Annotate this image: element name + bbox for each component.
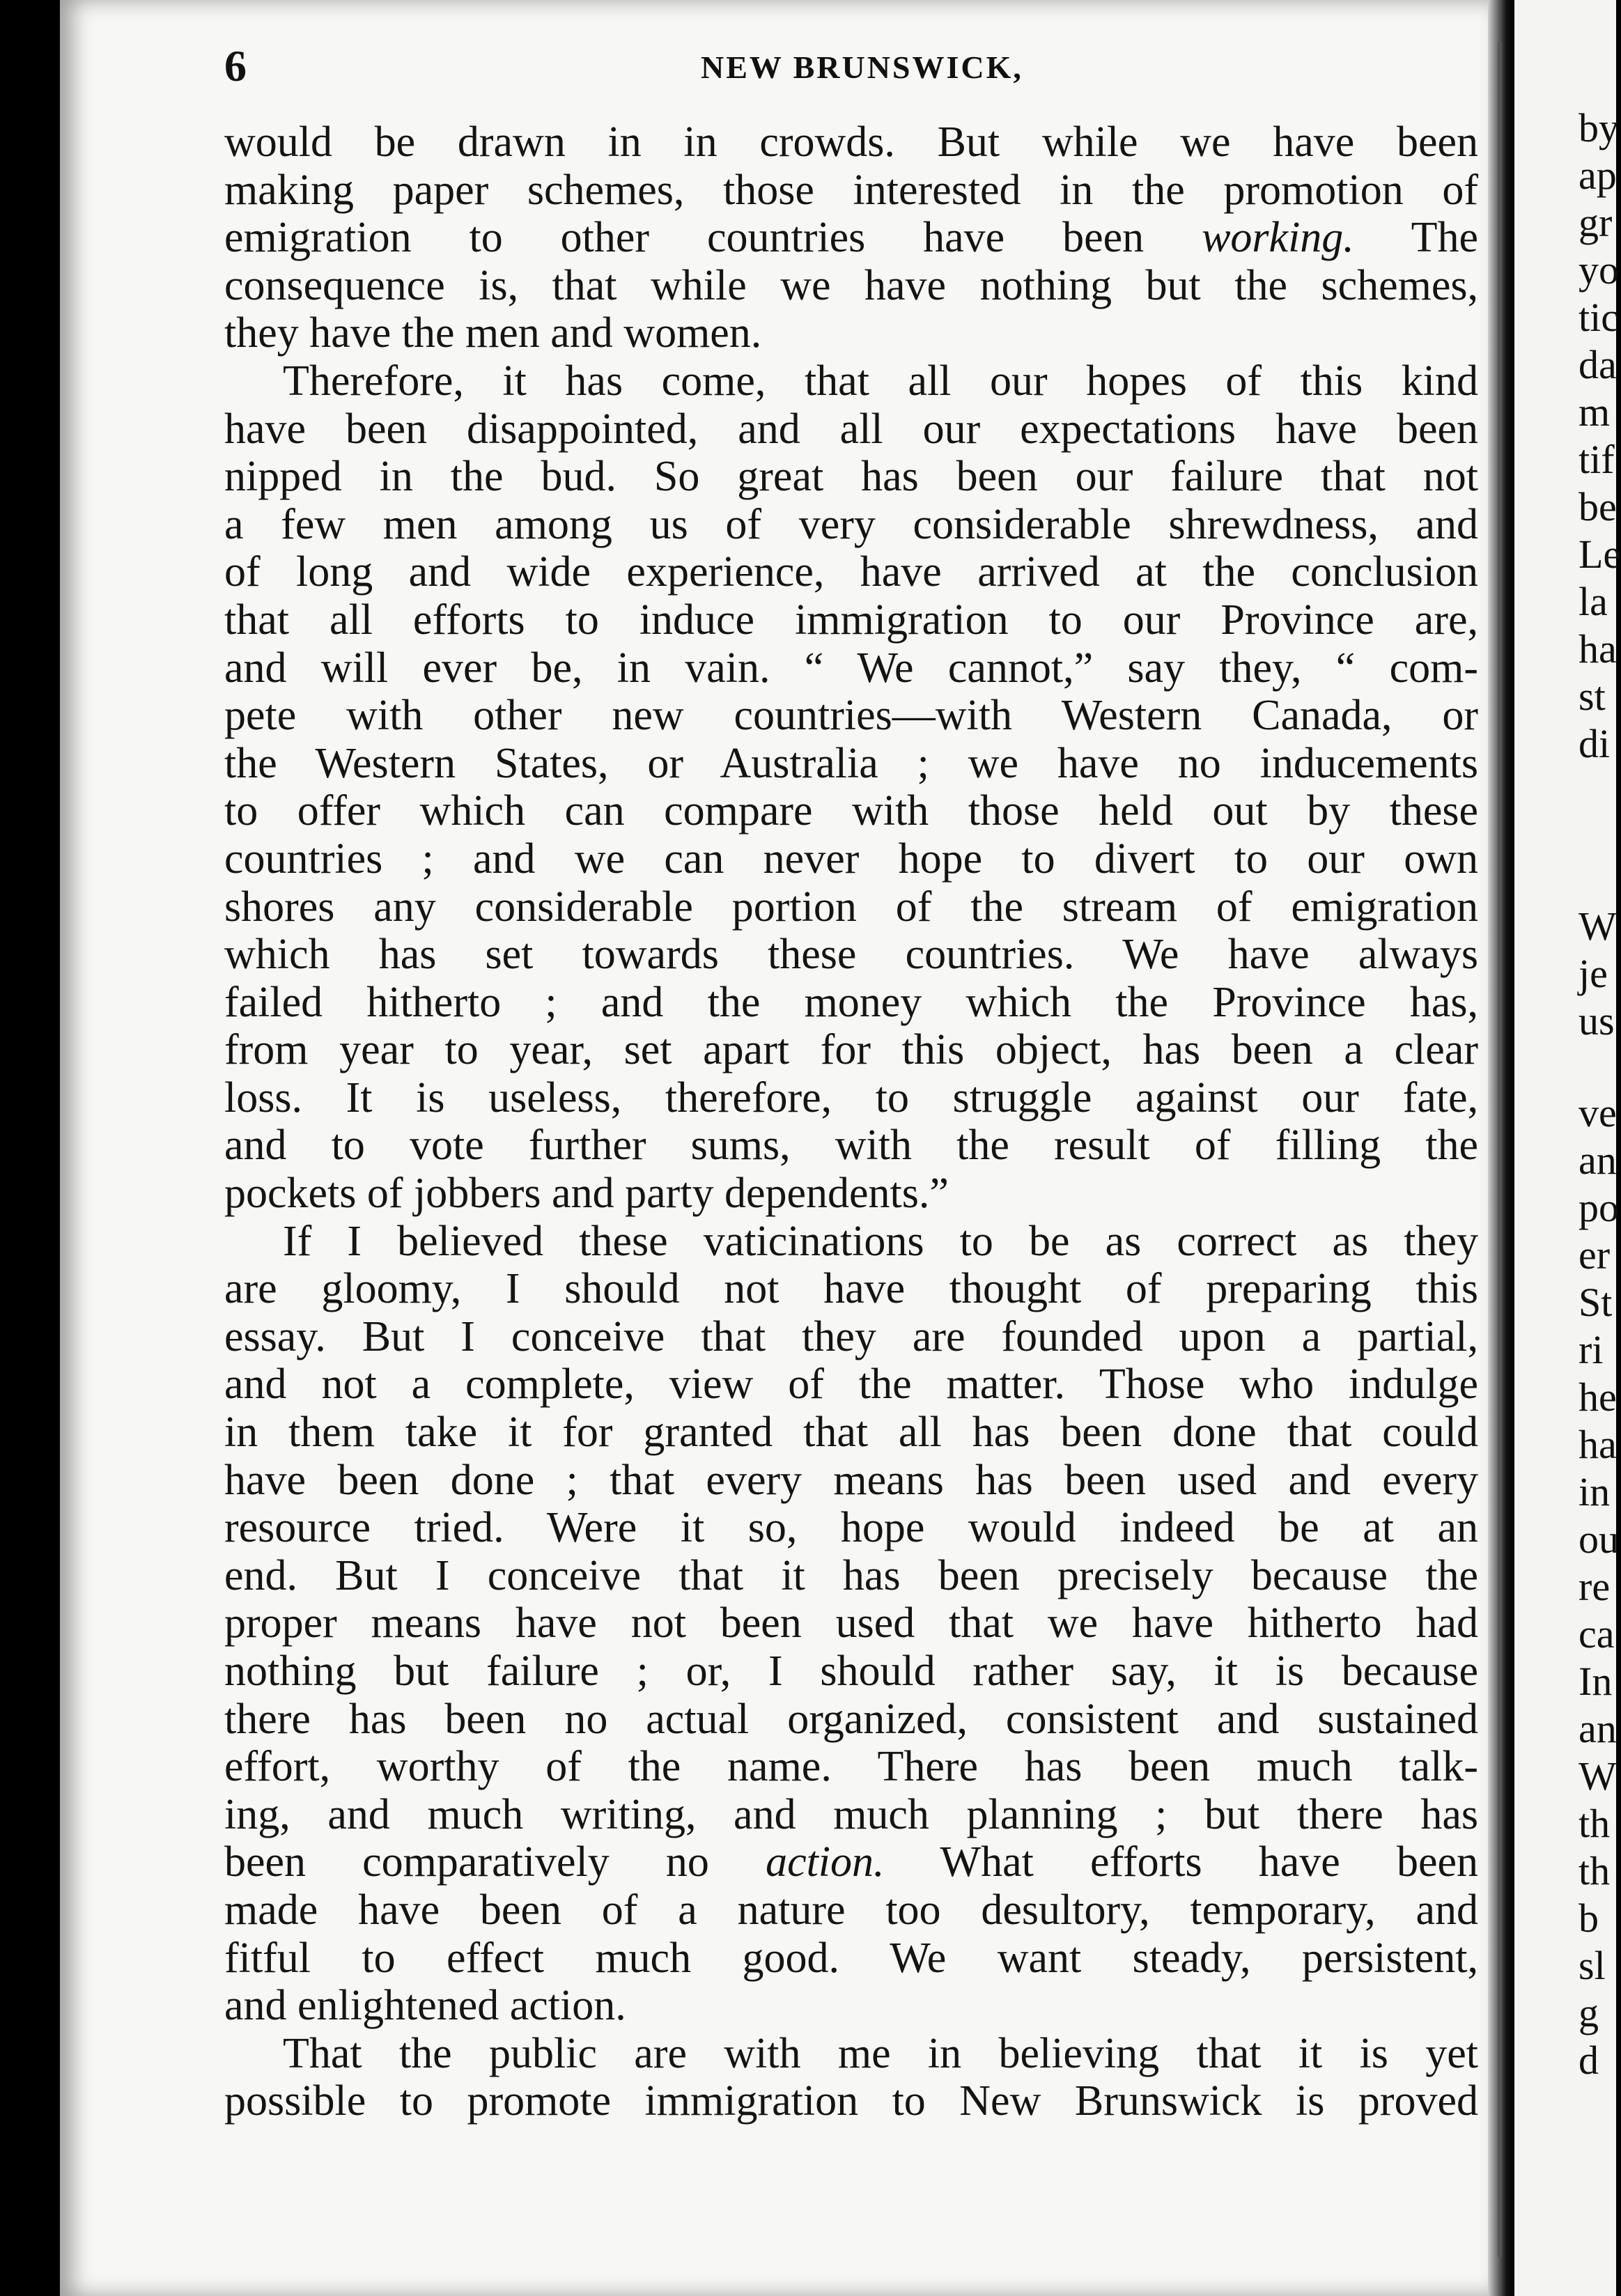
text-line: shores any considerable portion of the stream of emigration: [224, 883, 1478, 931]
text-line: and not a complete, view of the matter. Those who indulge: [224, 1360, 1478, 1409]
facing-page-fragment: po: [1579, 1185, 1619, 1230]
text-line: fitful to effect much good. We want steady, persistent,: [224, 1934, 1478, 1982]
text-line: the Western States, or Australia ; we have no inducements: [224, 739, 1478, 787]
facing-page-fragment: tif: [1579, 437, 1615, 482]
italic-word: action.: [766, 1838, 885, 1886]
text-line: proper means have not been used that we have hitherto had: [224, 1599, 1478, 1647]
text-line-part: emigration to other countries have been: [224, 214, 1202, 262]
text-line: there has been no actual organized, consistent and sustained: [224, 1695, 1478, 1743]
left-gutter: [0, 0, 60, 2296]
text-line: have been disappointed, and all our expectations have been: [224, 405, 1478, 453]
text-line: they have the men and women.: [224, 309, 762, 357]
text-line: are gloomy, I should not have thought of preparing this: [224, 1265, 1478, 1313]
facing-page-fragment: W: [1579, 1753, 1617, 1799]
text-line: ing, and much writing, and much planning ; but there has: [224, 1790, 1478, 1838]
facing-page-fragment: ha: [1579, 626, 1617, 672]
text-line: making paper schemes, those interested in the promotion of: [224, 166, 1478, 214]
facing-page-fragment: da: [1579, 342, 1617, 387]
text-line: which has set towards these countries. We have always: [224, 931, 1478, 979]
text-line: would be drawn in in crowds. But while we have been: [224, 118, 1478, 166]
facing-page-fragment: ve: [1579, 1090, 1617, 1135]
facing-page-fragment: ri: [1579, 1327, 1604, 1372]
text-line: from year to year, set apart for this object, has been a clear: [224, 1026, 1478, 1074]
text-line: consequence is, that while we have nothing but the schemes,: [224, 261, 1478, 309]
facing-page-fragment: he: [1579, 1374, 1617, 1420]
facing-page-fragment: la: [1579, 579, 1608, 624]
text-line: that all efforts to induce immigration to our Province are,: [224, 596, 1478, 644]
facing-page-fragment: ap: [1579, 153, 1617, 198]
text-line: possible to promote immigration to New Brunswick is proved: [224, 2077, 1478, 2125]
book-spine: [1498, 42, 1502, 2257]
facing-page-fragment: in: [1579, 1469, 1611, 1514]
facing-page-fragment: sl: [1579, 1943, 1606, 1988]
facing-page-fragment: je: [1579, 951, 1608, 996]
facing-page-fragment: ha: [1579, 1422, 1617, 1467]
text-line: end. But I conceive that it has been precisely because the: [224, 1551, 1478, 1599]
text-line: and will ever be, in vain. “ We cannot,” say they, “ com-: [224, 644, 1478, 692]
text-line: and to vote further sums, with the result of filling the: [224, 1122, 1478, 1170]
paragraph-start-line: If I believed these vaticinations to be as correct as they: [283, 1217, 1478, 1265]
facing-page-fragment: an: [1579, 1138, 1617, 1183]
running-head: NEW BRUNSWICK,: [701, 49, 1023, 85]
paragraph-start-line: Therefore, it has come, that all our hopes of this kind: [283, 357, 1478, 405]
facing-page-fragment: In: [1579, 1659, 1613, 1704]
facing-page-fragment: er: [1579, 1232, 1611, 1278]
facing-page-fragment: st: [1579, 674, 1606, 719]
text-line: resource tried. Were it so, hope would indeed be at an: [224, 1504, 1478, 1552]
text-line: failed hitherto ; and the money which the Province has,: [224, 978, 1478, 1026]
facing-page-fragment: ou: [1579, 1517, 1619, 1562]
text-line: nipped in the bud. So great has been our failure that not: [224, 453, 1478, 501]
facing-page-fragment: us: [1579, 998, 1615, 1044]
text-line-part: What efforts have been: [884, 1838, 1478, 1886]
facing-page-fragment: St: [1579, 1280, 1613, 1325]
text-line: nothing but failure ; or, I should rather say, it is because: [224, 1647, 1478, 1695]
facing-page-fragment: di: [1579, 721, 1611, 766]
text-line: in them take it for granted that all has been done that could: [224, 1409, 1478, 1457]
facing-page-fragment: gr: [1579, 200, 1613, 245]
facing-page-fragment: be: [1579, 484, 1617, 529]
text-line-part: been comparatively no: [224, 1838, 766, 1886]
facing-page-fragment: th: [1579, 1848, 1611, 1893]
text-line: have been done ; that every means has been used and every: [224, 1456, 1478, 1504]
text-line: of long and wide experience, have arrived at the conclusion: [224, 548, 1478, 596]
facing-page-fragment: d: [1579, 2038, 1599, 2083]
book-page: [60, 0, 1488, 2296]
text-line-part: The: [1354, 214, 1478, 262]
paragraph-start-line: That the public are with me in believing that it is yet: [283, 2029, 1478, 2077]
facing-page-sliver: [1514, 0, 1621, 2296]
text-line: a few men among us of very considerable shrewdness, and: [224, 500, 1478, 548]
text-line: to offer which can compare with those held out by these: [224, 787, 1478, 835]
text-line: [224, 214, 1478, 262]
text-line: and enlightened action.: [224, 1982, 626, 2030]
italic-word: working.: [1202, 214, 1354, 262]
facing-page-fragment: g: [1579, 1990, 1599, 2035]
text-line: made have been of a nature too desultory, temporary, and: [224, 1886, 1478, 1934]
facing-page-fragment: ca: [1579, 1611, 1615, 1657]
text-line: effort, worthy of the name. There has been much talk-: [224, 1743, 1478, 1791]
page-number: 6: [224, 41, 247, 91]
text-line: loss. It is useless, therefore, to struggle against our fate,: [224, 1073, 1478, 1122]
text-line: essay. But I conceive that they are founded upon a partial,: [224, 1312, 1478, 1360]
body-text: [224, 118, 1478, 2125]
text-line: pete with other new countries—with Western Canada, or: [224, 692, 1478, 740]
facing-page-fragment: by: [1579, 105, 1619, 150]
facing-page-fragment: W: [1579, 903, 1617, 949]
facing-page-fragment: tic: [1579, 295, 1619, 340]
facing-page-fragment: th: [1579, 1801, 1611, 1846]
facing-page-fragment: re: [1579, 1564, 1611, 1609]
facing-page-fragment: yo: [1579, 247, 1619, 293]
facing-page-fragment: b: [1579, 1895, 1599, 1941]
text-line: countries ; and we can never hope to divert to our own: [224, 835, 1478, 883]
text-line: [224, 1838, 1478, 1886]
facing-page-fragment: m: [1579, 389, 1611, 435]
text-line: pockets of jobbers and party dependents.”: [224, 1170, 949, 1218]
facing-page-fragment: an: [1579, 1706, 1617, 1751]
facing-page-fragment: Le: [1579, 532, 1621, 577]
